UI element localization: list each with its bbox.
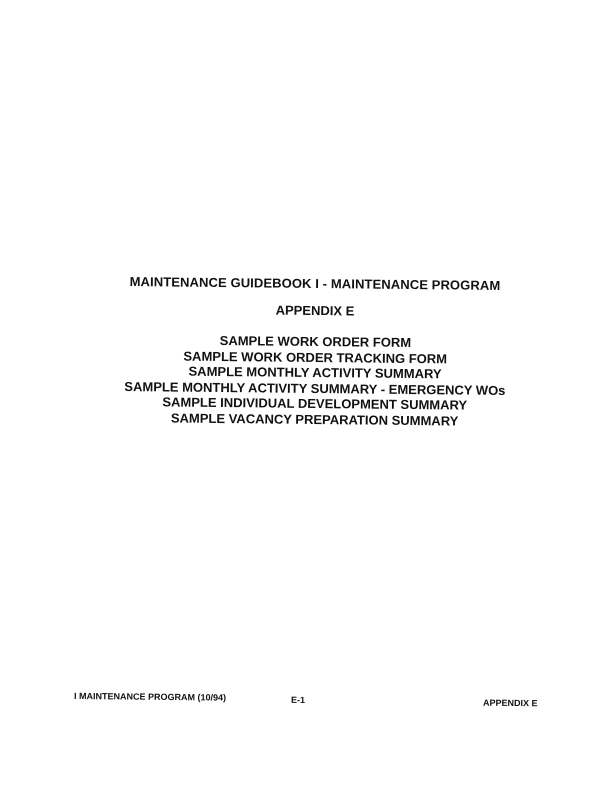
footer-page-number: E-1	[290, 694, 306, 706]
appendix-contents-list	[0, 331, 612, 431]
footer-program-label: I MAINTENANCE PROGRAM (10/94)	[73, 691, 227, 703]
guidebook-title: MAINTENANCE GUIDEBOOK I - MAINTENANCE PROGRAM	[129, 274, 501, 293]
contents-item: SAMPLE MONTHLY ACTIVITY SUMMARY - EMERGENCY WOs	[124, 378, 506, 398]
contents-item: SAMPLE WORK ORDER FORM	[219, 333, 412, 351]
contents-item: SAMPLE MONTHLY ACTIVITY SUMMARY	[188, 363, 442, 382]
footer-appendix-label: APPENDIX E	[482, 697, 538, 709]
appendix-title: APPENDIX E	[275, 302, 355, 319]
contents-item: SAMPLE WORK ORDER TRACKING FORM	[183, 348, 448, 366]
contents-item: SAMPLE VACANCY PREPARATION SUMMARY	[170, 410, 459, 429]
contents-item: SAMPLE INDIVIDUAL DEVELOPMENT SUMMARY	[162, 394, 468, 413]
